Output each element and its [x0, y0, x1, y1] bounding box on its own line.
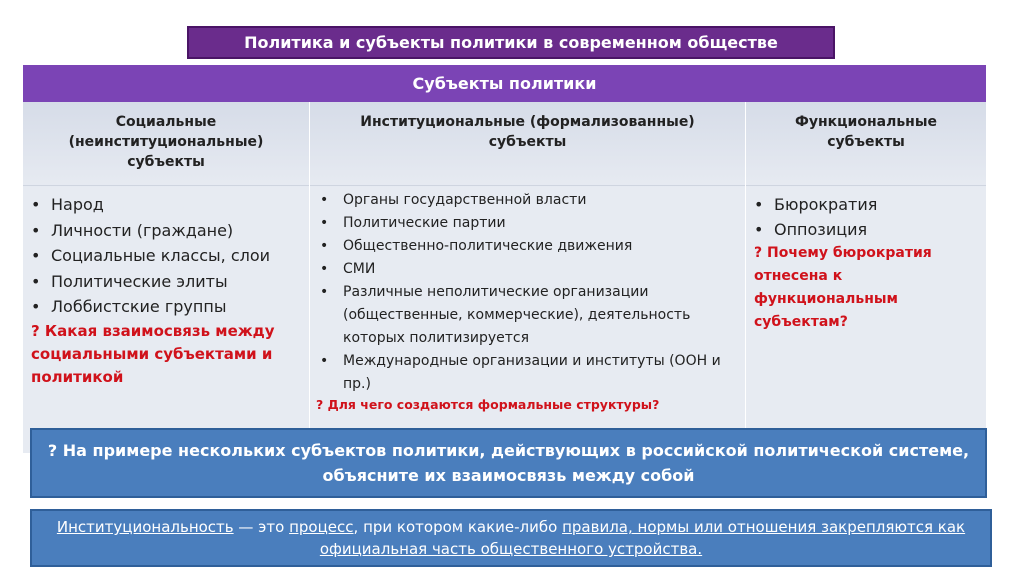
institutional-subjects-list — [310, 189, 733, 396]
social-subjects-list — [23, 192, 309, 320]
question-social: ? Какая взаимосвязь между социальными субъектами и политикой — [31, 321, 275, 386]
task-box — [30, 428, 987, 498]
question-institutional: ? Для чего создаются формальные структуры? — [316, 397, 660, 412]
column-social — [23, 185, 309, 453]
list-item: • Лоббистские группы — [23, 294, 309, 320]
question-functional: ? Почему бюрократия отнесена к функциональным субъектам? — [754, 245, 932, 330]
task-text: ? На примере нескольких субъектов политики, действующих в российской политической системе, объясните их взаимосвязь между собой — [47, 441, 970, 485]
list-item: • Социальные классы, слои — [23, 243, 309, 269]
column-functional — [746, 185, 986, 453]
list-item: • Бюрократия — [746, 192, 972, 217]
definition-mid: , при котором какие-либо — [353, 518, 563, 536]
list-item: • Народ — [23, 192, 309, 218]
list-item: • Оппозиция — [746, 217, 972, 242]
column-heading-social: Социальные (неинституциональные) субъекты — [23, 102, 309, 247]
list-item: • Политические элиты — [23, 269, 309, 295]
table-header: Субъекты политики — [23, 65, 986, 102]
slide-title: Политика и субъекты политики в современном обществе — [187, 26, 835, 59]
column-heading-institutional: Институциональные (формализованные) субъекты — [310, 102, 745, 247]
definition-text — [42, 516, 980, 560]
definition-rules: правила, нормы или отношения закрепляются как официальная часть общественного устройства. — [319, 518, 966, 558]
subjects-table — [23, 65, 986, 453]
column-institutional — [310, 185, 745, 453]
list-item: • СМИ — [310, 258, 733, 281]
list-item: • Личности (граждане) — [23, 218, 309, 244]
definition-term: Институциональность — [56, 518, 234, 536]
definition-process: процесс — [289, 518, 354, 536]
list-item: • Различные неполитические организации (общественные, коммерческие), деятельность которых политизируется — [310, 281, 733, 350]
functional-subjects-list — [746, 192, 972, 242]
list-item: • Международные организации и институты (ООН и пр.) — [310, 350, 733, 396]
list-item: • Общественно-политические движения — [310, 235, 733, 258]
list-item: • Политические партии — [310, 212, 733, 235]
column-heading-functional: Функциональные субъекты — [746, 102, 986, 247]
list-item: • Органы государственной власти — [310, 189, 733, 212]
definition-box — [30, 509, 992, 567]
definition-dash: — это — [233, 518, 290, 536]
